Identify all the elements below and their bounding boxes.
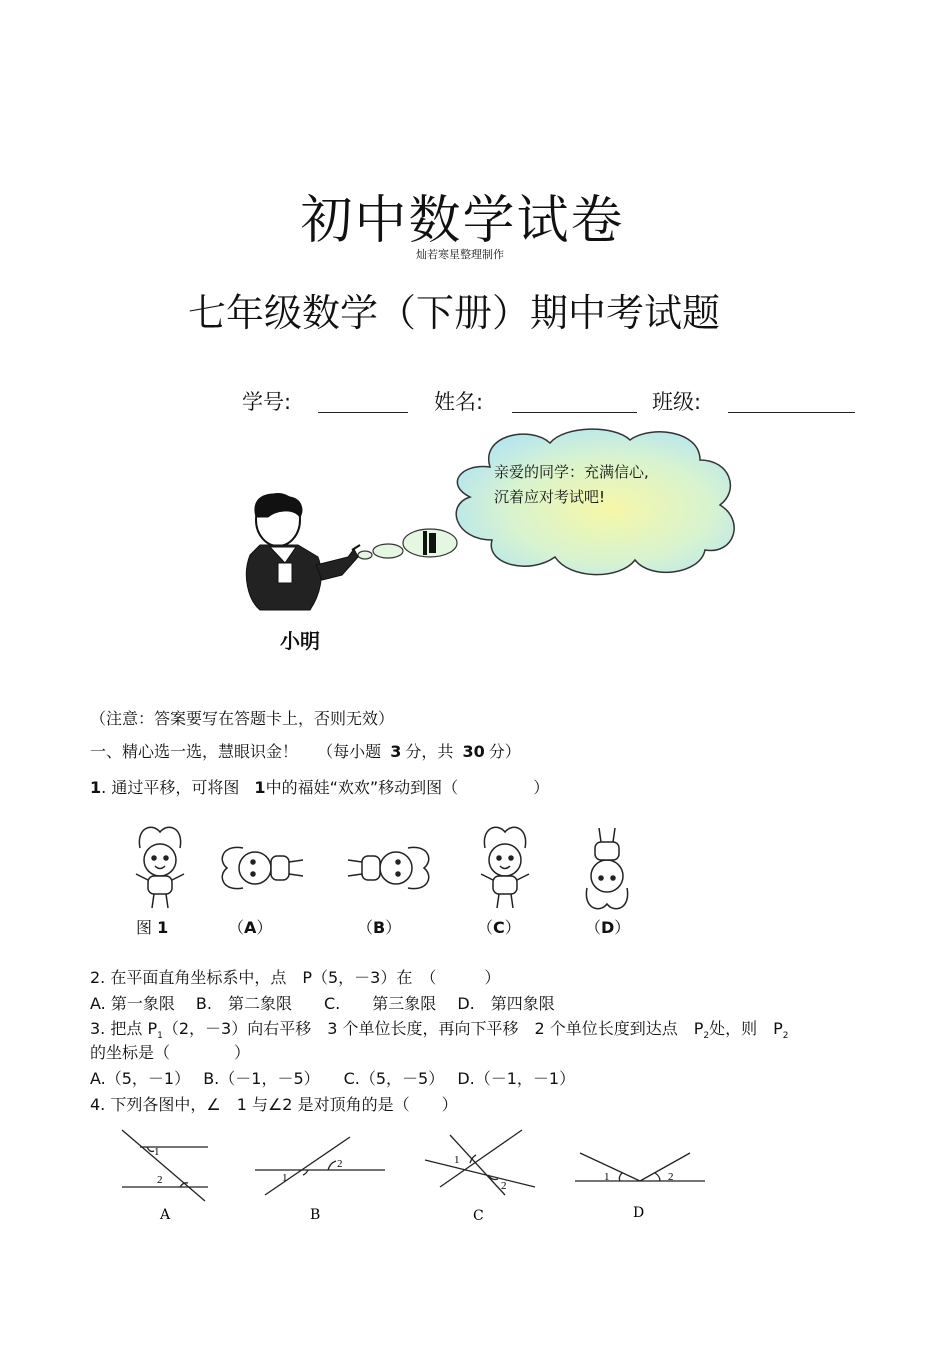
caption-d-close: ） — [614, 918, 631, 937]
q1-fig-ref: 1 — [254, 778, 266, 797]
angle-figure-a — [122, 1130, 208, 1201]
thought-bubble-medium — [373, 544, 403, 558]
caption-figure-1-prefix: 图 — [136, 918, 153, 937]
thought-bubble-small — [358, 551, 372, 559]
q3-sub-3: 2 — [782, 1031, 789, 1042]
question-3 — [90, 1016, 789, 1041]
angle-figure-d-letter: D — [633, 1205, 645, 1221]
q1-figures — [120, 822, 640, 914]
q1-number: 1 — [90, 778, 102, 797]
fuwa-figure-b — [348, 847, 429, 888]
section-1-scoring-suffix: 分） — [488, 742, 521, 761]
caption-a-open: （ — [228, 918, 245, 937]
caption-c-close: ） — [504, 918, 521, 937]
angle-figure-d — [575, 1153, 705, 1181]
main-title: 初中数学试卷 — [300, 191, 625, 251]
angle-figure-c — [425, 1130, 535, 1195]
angle-b-label-2: 2 — [337, 1158, 343, 1170]
class-label: 班级: — [652, 390, 702, 414]
section-1-per-score: 3 — [390, 742, 402, 761]
student-name-label: 姓名: — [434, 390, 484, 414]
q3-text-a: 3. 把点 P — [90, 1019, 158, 1038]
question-1 — [90, 775, 549, 798]
q3-text-b: （2，－3）向右平移 3 个单位长度，再向下平移 2 个单位长度到达点 P — [162, 1019, 704, 1038]
fuwa-figure-c — [481, 827, 529, 908]
q4-angle-figures — [110, 1125, 730, 1235]
character-name: 小明 — [280, 629, 320, 653]
section-1-scoring-prefix: （每小题 — [317, 742, 382, 761]
section-1-title: 一、精心选一选，慧眼识金！ — [90, 742, 299, 761]
student-name-blank[interactable] — [512, 388, 637, 413]
angle-d-label-1: 1 — [604, 1171, 610, 1183]
angle-figure-c-letter: C — [473, 1208, 484, 1224]
caption-option-c — [477, 915, 521, 938]
angle-d-label-2: 2 — [668, 1171, 674, 1183]
caption-option-a — [228, 915, 272, 938]
caption-figure-1 — [136, 915, 168, 938]
q1-text-a: . 通过平移，可将图 — [101, 778, 240, 797]
caption-figure-1-label: 1 — [157, 918, 169, 937]
angle-a-label-1: 1 — [154, 1146, 160, 1158]
section-1-scoring-mid: 分，共 — [405, 742, 454, 761]
bubble-line-1: 亲爱的同学：充满信心, — [494, 463, 649, 481]
caption-b-close: ） — [385, 918, 402, 937]
caption-option-d — [585, 915, 630, 938]
caption-a-label: A — [244, 918, 257, 937]
caption-d-label: D — [601, 918, 615, 937]
caption-c-open: （ — [477, 918, 494, 937]
angle-c-label-2: 2 — [501, 1180, 507, 1192]
student-id-blank[interactable] — [318, 388, 408, 413]
boy-figure — [246, 494, 360, 610]
question-2: 2. 在平面直角坐标系中，点 P（5，－3）在 （ ） — [90, 968, 501, 987]
q1-text-c: ） — [533, 778, 550, 797]
angle-a-label-2: 2 — [157, 1174, 163, 1186]
question-3-line-2: 的坐标是（ ） — [90, 1043, 251, 1062]
caption-b-label: B — [373, 918, 386, 937]
angle-c-label-1: 1 — [454, 1154, 460, 1166]
q3-text-c: 处，则 P — [709, 1019, 783, 1038]
angle-figure-b — [255, 1137, 385, 1195]
section-1-heading — [90, 739, 521, 762]
class-blank[interactable] — [728, 388, 855, 413]
exam-title: 七年级数学（下册）期中考试题 — [187, 291, 720, 335]
caption-option-b — [357, 915, 401, 938]
section-1-total-score: 30 — [462, 742, 485, 761]
answer-notice: （注意：答案要写在答题卡上，否则无效） — [90, 709, 395, 728]
q3-sub-1: 1 — [157, 1031, 163, 1042]
caption-b-open: （ — [357, 918, 374, 937]
question-3-options: A.（5，－1） B.（－1，－5） C.（5，－5） D.（－1，－1） — [90, 1069, 576, 1088]
q3-sub-2: 2 — [703, 1031, 710, 1042]
caption-d-open: （ — [585, 918, 602, 937]
angle-figure-b-letter: B — [310, 1207, 321, 1223]
fuwa-figure-d — [586, 828, 627, 909]
subtitle: 灿若寒星整理制作 — [416, 248, 504, 261]
caption-a-close: ） — [256, 918, 273, 937]
q1-text-b: 中的福娃“欢欢”移动到图（ — [265, 778, 459, 797]
student-id-label: 学号: — [242, 390, 292, 414]
fuwa-figure-1 — [136, 827, 184, 908]
caption-c-label: C — [493, 918, 505, 937]
question-2-options: A. 第一象限 B. 第二象限 C. 第三象限 D. 第四象限 — [90, 994, 555, 1013]
question-4: 4. 下列各图中，∠ 1 与∠2 是对顶角的是（ ） — [90, 1095, 458, 1114]
fuwa-figure-a — [222, 847, 303, 888]
bubble-line-2: 沉着应对考试吧! — [494, 488, 606, 506]
angle-b-label-1: 1 — [282, 1172, 288, 1184]
angle-figure-a-letter: A — [160, 1207, 171, 1223]
